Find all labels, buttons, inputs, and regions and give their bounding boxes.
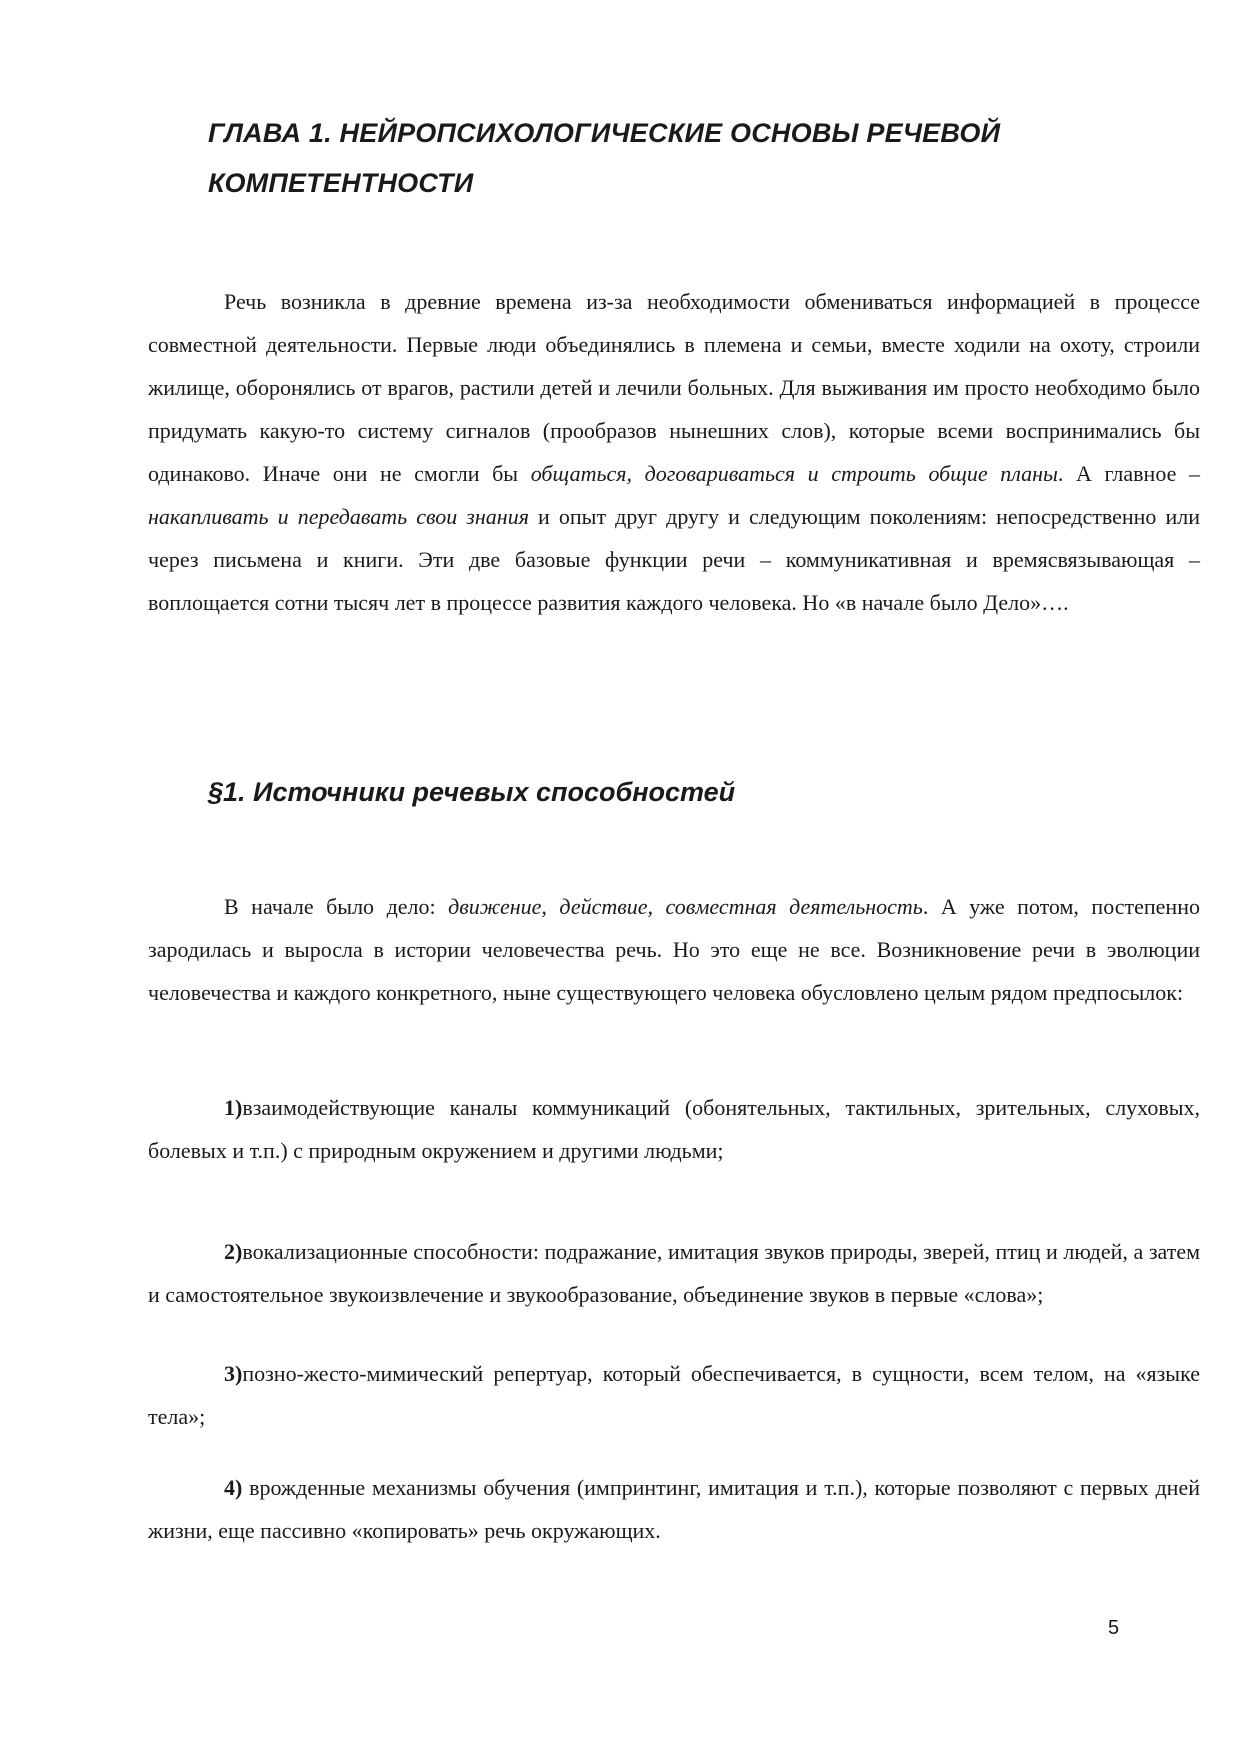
intro-paragraph bbox=[148, 280, 1200, 624]
section-intro-text-2: . А уже потом, постепенно зародилась и выросла в истории человечества речь. Но это еще не все. Возникновение речи в эволюции человечества и каждого конкретного, ныне существующего человека обусловлено целым рядом предпосылок: bbox=[148, 894, 1200, 1005]
list-item-3 bbox=[148, 1352, 1200, 1438]
page-number: 5 bbox=[1108, 1617, 1120, 1639]
list-item-number: 1) bbox=[224, 1095, 243, 1120]
list-item-text: врожденные механизмы обучения (импринтинг, имитация и т.п.), которые позволяют с первых дней жизни, еще пассивно «копировать» речь окружающих. bbox=[148, 1475, 1200, 1543]
intro-text-1: Речь возникла в древние времена из-за необходимости обмениваться информацией в процессе совместной деятельности. Первые люди объединялись в племена и семьи, вместе ходили на охоту, строили жилище, оборонялись от врагов, растили детей и лечили больных. Для выживания им просто необходимо было придумать какую-то систему сигналов (прообразов нынешних слов), которые всеми воспринимались бы одинаково. Иначе они не смогли бы bbox=[148, 289, 1200, 486]
list-item-4 bbox=[148, 1466, 1200, 1552]
intro-emphasis-1: общаться, договариваться и строить общие планы bbox=[530, 461, 1058, 486]
section-title: §1. Источники речевых способностей bbox=[208, 777, 736, 807]
list-item-2 bbox=[148, 1230, 1200, 1316]
intro-text-2: . А главное – bbox=[1057, 461, 1200, 486]
list-item-text: позно-жесто-мимический репертуар, который обеспечивается, в сущности, всем телом, на «языке тела»; bbox=[148, 1361, 1200, 1429]
section-intro-emphasis: движение, действие, совместная деятельность bbox=[448, 894, 923, 919]
section-intro-text-1: В начале было дело: bbox=[224, 894, 449, 919]
list-item-text: вокализационные способности: подражание, имитация звуков природы, зверей, птиц и людей, а затем и самостоятельное звукоизвлечение и звукообразование, объединение звуков в первые «слова»; bbox=[148, 1239, 1200, 1307]
chapter-title: ГЛАВА 1. НЕЙРОПСИХОЛОГИЧЕСКИЕ ОСНОВЫ РЕЧЕВОЙ КОМПЕТЕНТНОСТИ bbox=[208, 118, 1001, 198]
list-item-number: 2) bbox=[224, 1239, 243, 1264]
list-item-1 bbox=[148, 1086, 1200, 1172]
intro-emphasis-2: накапливать и передавать свои знания bbox=[148, 504, 529, 529]
list-item-number: 4) bbox=[224, 1475, 243, 1500]
section-intro-paragraph bbox=[148, 885, 1200, 1014]
list-item-text: взаимодействующие каналы коммуникаций (обонятельных, тактильных, зрительных, слуховых, болевых и т.п.) с природным окружением и другими людьми; bbox=[148, 1095, 1200, 1163]
intro-text-3: и опыт друг другу и следующим поколениям: непосредственно или через письмена и книги. Эти две базовые функции речи – коммуникативная и времясвязывающая – воплощается сотни тысяч лет в процессе развития каждого человека. Но «в начале было Дело»…. bbox=[148, 504, 1200, 615]
list-item-number: 3) bbox=[224, 1361, 243, 1386]
